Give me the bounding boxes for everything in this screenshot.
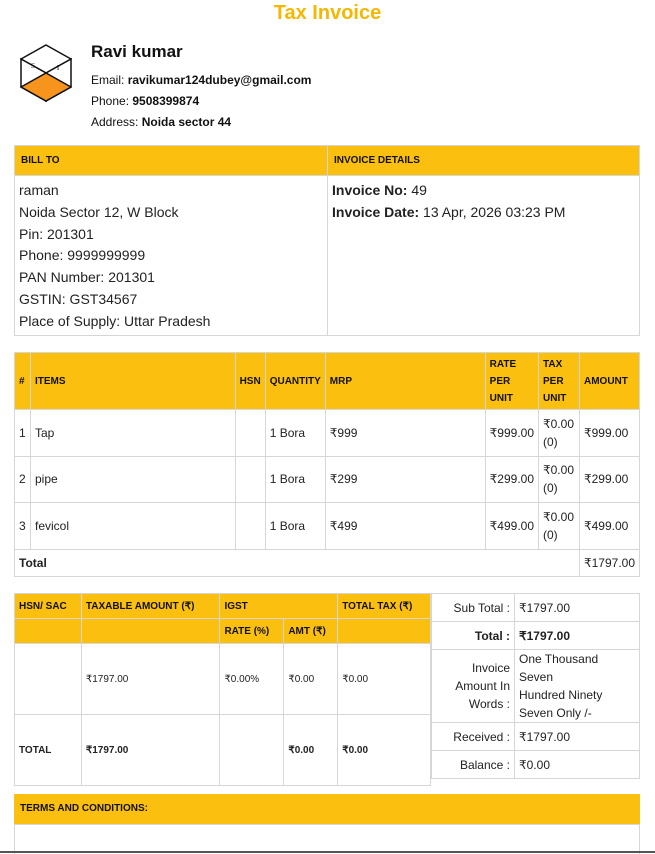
- customer-phone: Phone: 9999999999: [19, 247, 146, 264]
- summary-table: [431, 593, 640, 779]
- terms-header: TERMS AND CONDITIONS:: [14, 794, 640, 824]
- col-hsn: HSN: [235, 353, 265, 410]
- customer-name: raman: [19, 182, 59, 198]
- balance-value: ₹0.00: [515, 751, 640, 779]
- tax-total-label: TOTAL: [15, 715, 82, 786]
- row-rate: ₹999.00: [485, 410, 538, 457]
- customer-address: Noida Sector 12, W Block: [19, 203, 179, 220]
- tax-total-value: ₹0.00: [338, 715, 431, 786]
- company-logo: [20, 44, 72, 102]
- row-item: pipe: [30, 456, 235, 503]
- row-num: 1: [15, 410, 31, 457]
- customer-gstin: GSTIN: GST34567: [19, 290, 138, 307]
- subtotal-label: Sub Total :: [432, 594, 515, 622]
- invoice-date: Invoice Date: 13 Apr, 2026 03:23 PM: [332, 203, 566, 220]
- tax-total-rate: [220, 715, 284, 786]
- page-title: Tax Invoice: [273, 2, 382, 24]
- col-total-tax: TOTAL TAX (₹): [338, 594, 431, 619]
- page-bottom-border: [0, 851, 655, 853]
- row-tax: ₹0.00 (0): [539, 503, 580, 550]
- amount-in-words-value: One Thousand Seven Hundred Ninety Seven Only /-: [515, 650, 640, 723]
- logo-letter-left: S: [31, 62, 35, 70]
- company-email: Email: ravikumar124dubey@gmail.com: [91, 73, 312, 87]
- col-amount: AMOUNT: [579, 353, 639, 410]
- company-name: Ravi kumar: [91, 42, 183, 61]
- items-table: [14, 352, 640, 577]
- table-row: [15, 456, 640, 503]
- invoice-details: [328, 176, 640, 336]
- col-rate-pct: RATE (%): [220, 619, 284, 644]
- company-phone: Phone: 9508399874: [91, 94, 200, 108]
- col-num: #: [15, 353, 31, 410]
- row-hsn: [235, 503, 265, 550]
- row-item: Tap: [30, 410, 235, 457]
- subtotal-value: ₹1797.00: [515, 594, 640, 622]
- logo-letter-right: I: [56, 64, 60, 72]
- col-rate: RATE PER UNIT: [485, 353, 538, 410]
- tax-hsn: [15, 644, 82, 715]
- received-label: Received :: [432, 723, 515, 751]
- row-num: 2: [15, 456, 31, 503]
- tax-total-row: [15, 715, 431, 786]
- items-total-value: ₹1797.00: [579, 549, 639, 576]
- row-hsn: [235, 456, 265, 503]
- company-address: Address: Noida sector 44: [91, 115, 232, 129]
- row-qty: 1 Bora: [265, 503, 325, 550]
- tax-total-amt: ₹0.00: [284, 715, 338, 786]
- tax-total-taxable: ₹1797.00: [81, 715, 220, 786]
- tax-amt: ₹0.00: [284, 644, 338, 715]
- customer-pin: Pin: 201301: [19, 225, 94, 242]
- row-amount: ₹499.00: [579, 503, 639, 550]
- row-amount: ₹999.00: [579, 410, 639, 457]
- customer-pan: PAN Number: 201301: [19, 269, 155, 286]
- row-num: 3: [15, 503, 31, 550]
- bill-to-header: BILL TO: [15, 146, 328, 176]
- row-mrp: ₹499: [325, 503, 485, 550]
- col-igst: IGST: [220, 594, 338, 619]
- col-mrp: MRP: [325, 353, 485, 410]
- tax-rate: ₹0.00%: [220, 644, 284, 715]
- amount-in-words-label: Invoice Amount In Words :: [432, 650, 515, 723]
- col-taxable-amount: TAXABLE AMOUNT (₹): [81, 594, 220, 619]
- table-row: [15, 410, 640, 457]
- row-amount: ₹299.00: [579, 456, 639, 503]
- tax-taxable: ₹1797.00: [81, 644, 220, 715]
- col-quantity: QUANTITY: [265, 353, 325, 410]
- tax-table: [14, 593, 431, 786]
- balance-label: Balance :: [432, 751, 515, 779]
- row-qty: 1 Bora: [265, 410, 325, 457]
- col-hsn-sac: HSN/ SAC: [15, 594, 82, 619]
- row-mrp: ₹299: [325, 456, 485, 503]
- row-mrp: ₹999: [325, 410, 485, 457]
- col-tax: TAX PER UNIT: [539, 353, 580, 410]
- place-of-supply: Place of Supply: Uttar Pradesh: [19, 312, 211, 329]
- row-rate: ₹499.00: [485, 503, 538, 550]
- row-tax: ₹0.00 (0): [539, 410, 580, 457]
- col-items: ITEMS: [30, 353, 235, 410]
- row-item: fevicol: [30, 503, 235, 550]
- row-qty: 1 Bora: [265, 456, 325, 503]
- items-total-row: [15, 549, 640, 576]
- bill-to-details: [15, 176, 328, 336]
- received-value: ₹1797.00: [515, 723, 640, 751]
- total-value: ₹1797.00: [515, 622, 640, 650]
- items-header-row: [15, 353, 640, 410]
- items-total-label: Total: [15, 549, 580, 576]
- invoice-details-header: INVOICE DETAILS: [328, 146, 640, 176]
- company-info: [91, 42, 311, 133]
- total-label: Total :: [432, 622, 515, 650]
- tax-total: ₹0.00: [338, 644, 431, 715]
- bill-to-table: [14, 145, 640, 336]
- row-rate: ₹299.00: [485, 456, 538, 503]
- row-hsn: [235, 410, 265, 457]
- row-tax: ₹0.00 (0): [539, 456, 580, 503]
- terms-body: [14, 824, 640, 854]
- table-row: [15, 644, 431, 715]
- invoice-number: Invoice No: 49: [332, 182, 427, 198]
- table-row: [15, 503, 640, 550]
- col-amt: AMT (₹): [284, 619, 338, 644]
